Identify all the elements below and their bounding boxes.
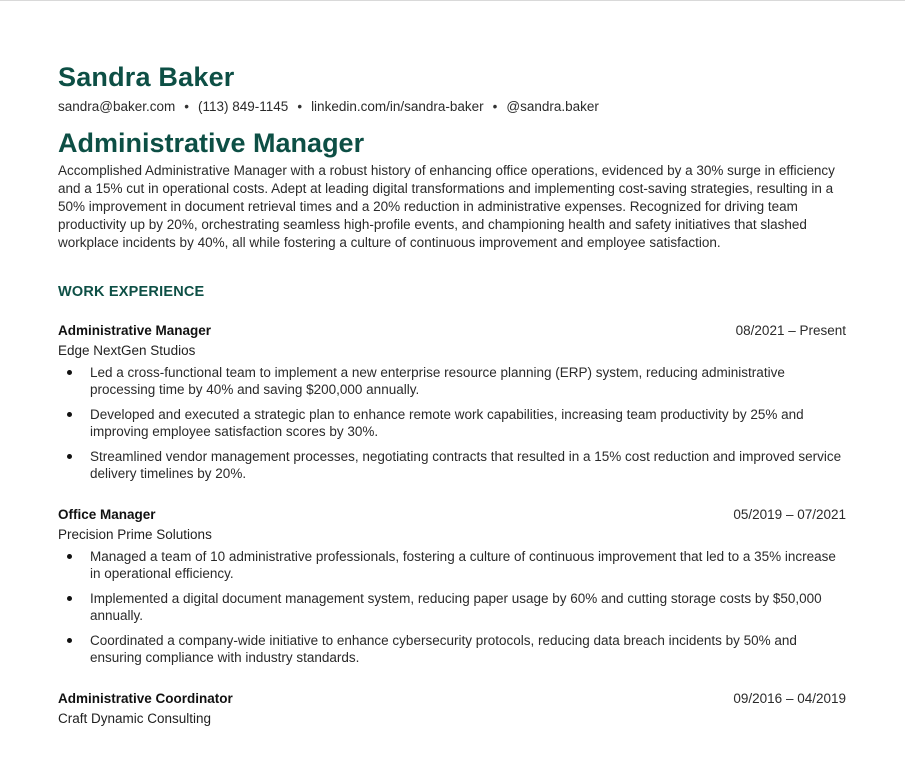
top-divider (0, 0, 905, 1)
professional-summary: Accomplished Administrative Manager with a robust history of enhancing office operations, evidenced by a 30% surge in efficiency and a 15% cut in operational costs. Adept at leading digital transformations and implementing cost-saving strategies, resulting in a 50% improvement in document retrieval times and a 20% reduction in administrative expenses. Recognized for driving team productivity up by 20%, orchestrating seamless high-profile events, and championing health and safety initiatives that slashed workplace incidents by 40%, all while fostering a culture of continuous improvement and employee satisfaction. (58, 163, 835, 250)
job-title: Administrative Coordinator (58, 691, 233, 706)
bullet-dot-icon (67, 596, 72, 601)
job-dates: 09/2016 – 04/2019 (733, 691, 846, 706)
job-company: Precision Prime Solutions (58, 527, 212, 542)
job-bullet (58, 364, 848, 398)
job-dates: 08/2021 – Present (735, 323, 846, 338)
contact-linkedin[interactable]: linkedin.com/in/sandra-baker (311, 99, 484, 114)
job-bullet (58, 448, 848, 482)
job-title: Office Manager (58, 507, 156, 522)
job-entry (58, 322, 848, 482)
bullet-dot-icon (67, 412, 72, 417)
section-title-work-experience: WORK EXPERIENCE (58, 284, 205, 300)
job-title: Administrative Manager (58, 323, 212, 338)
job-dates: 05/2019 – 07/2021 (733, 507, 846, 522)
job-bullet-text: Developed and executed a strategic plan to enhance remote work capabilities, increasing team productivity by 25% and improving employee satisfaction scores by 30%. (90, 407, 804, 439)
bullet-dot-icon (67, 554, 72, 559)
contact-phone[interactable]: (113) 849-1145 (198, 99, 289, 114)
job-bullets (58, 548, 848, 666)
contact-line (58, 98, 848, 116)
job-entry (58, 506, 848, 666)
job-bullets (58, 364, 848, 482)
candidate-name: Sandra Baker (58, 62, 235, 92)
bullet-dot-icon (67, 370, 72, 375)
job-company: Edge NextGen Studios (58, 343, 196, 358)
contact-separator: • (492, 99, 498, 114)
contact-separator: • (297, 99, 303, 114)
resume-headline: Administrative Manager (58, 128, 365, 158)
job-entry (58, 690, 848, 728)
contact-email[interactable]: sandra@baker.com (58, 99, 176, 114)
job-bullet (58, 590, 848, 624)
job-bullet (58, 406, 848, 440)
job-bullet (58, 548, 848, 582)
job-bullet-text: Implemented a digital document management system, reducing paper usage by 60% and cutting storage costs by $50,000 annually. (90, 591, 822, 623)
job-company: Craft Dynamic Consulting (58, 711, 212, 726)
resume-page (58, 60, 848, 728)
job-bullet-text: Led a cross-functional team to implement a new enterprise resource planning (ERP) system, reducing administrative processing time by 40% and saving $200,000 annually. (90, 365, 785, 397)
bullet-dot-icon (67, 454, 72, 459)
contact-handle[interactable]: @sandra.baker (506, 99, 599, 114)
bullet-dot-icon (67, 638, 72, 643)
job-bullet-text: Streamlined vendor management processes, negotiating contracts that resulted in a 15% cost reduction and improved service delivery timelines by 20%. (90, 449, 842, 481)
job-bullet-text: Managed a team of 10 administrative professionals, fostering a culture of continuous improvement that led to a 35% increase in operational efficiency. (90, 549, 836, 581)
job-bullet-text: Coordinated a company-wide initiative to enhance cybersecurity protocols, reducing data breach incidents by 50% and ensuring compliance with industry standards. (90, 633, 797, 665)
job-bullet (58, 632, 848, 666)
contact-separator: • (184, 99, 189, 114)
